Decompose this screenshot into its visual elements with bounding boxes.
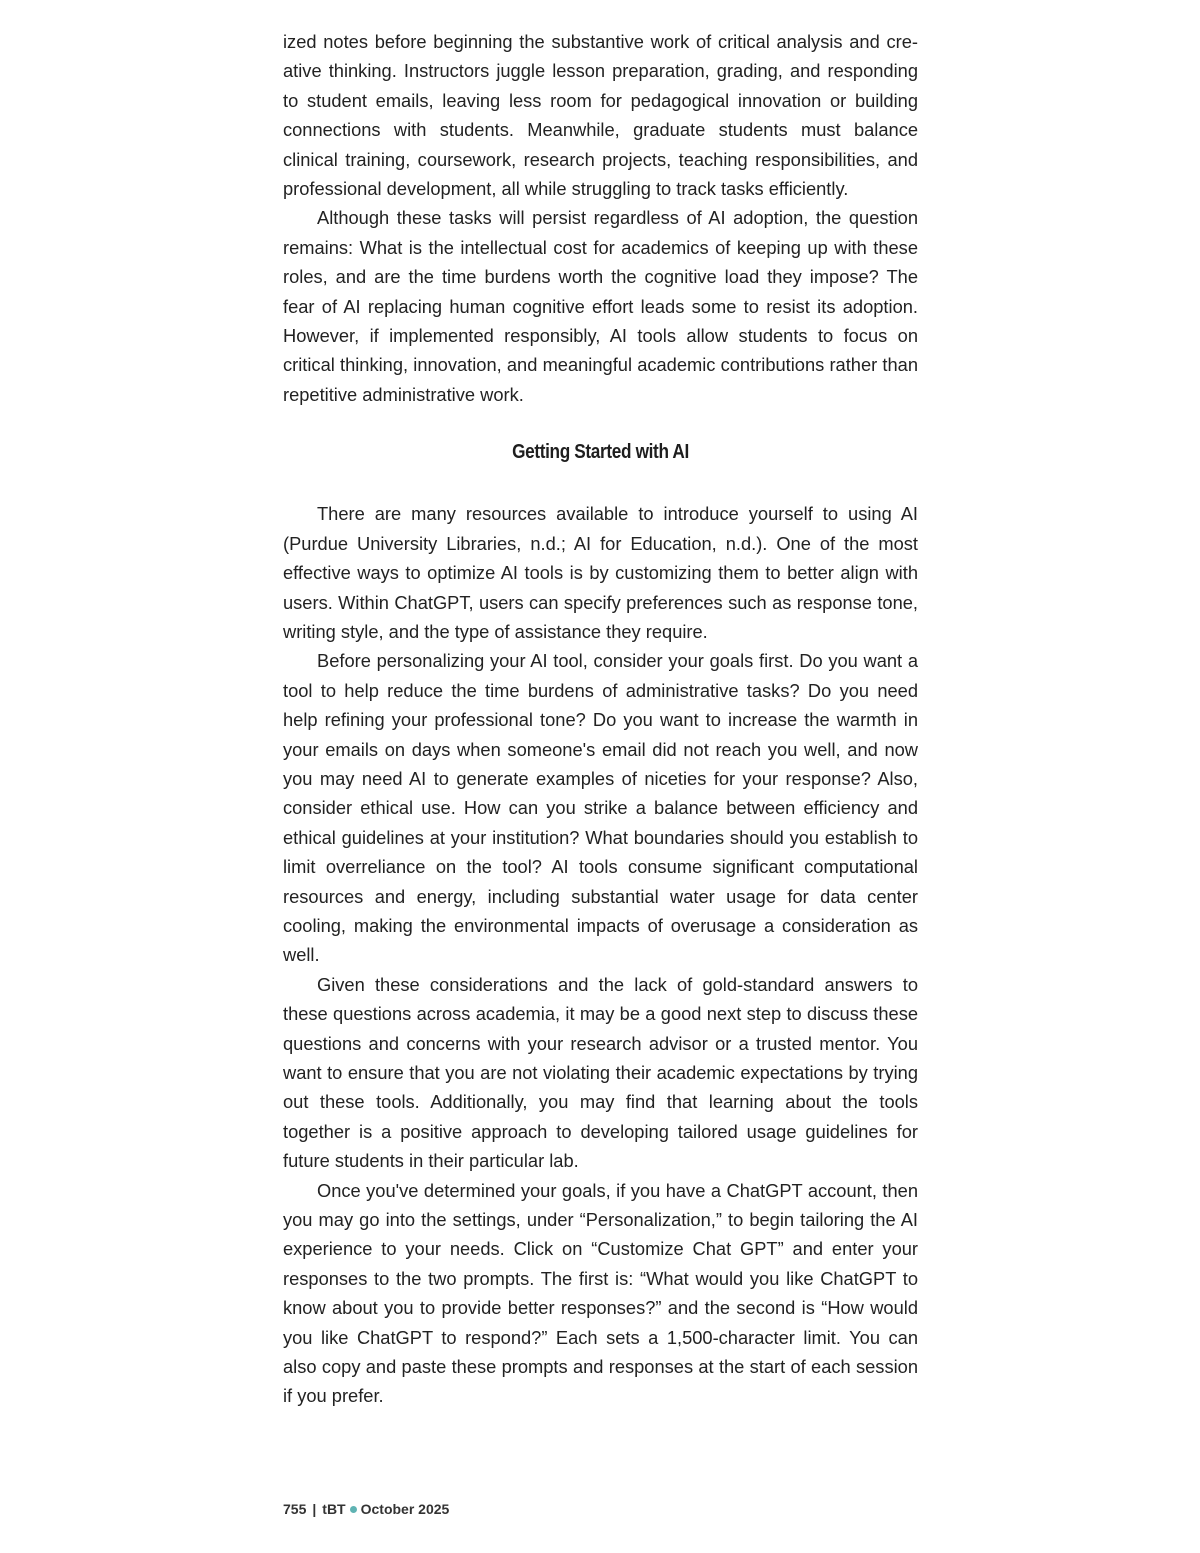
body-paragraph: ized notes before beginning the substantive work of critical analysis and creative thinking. Instructors juggle lesson preparation, grading, and responding to student emails, leaving less room for pedagogical innovation or building connections with students. Meanwhile, graduate students must balance clinical training, coursework, research projects, teaching responsibilities, and professional development, all while struggling to track tasks efficiently. (283, 31, 918, 200)
body-paragraph: Given these considerations and the lack of gold-standard answers to these questions across academia, it may be a good next step to discuss these questions and concerns with your research advisor or a trusted mentor. You want to ensure that you are not violating their academic expectations by trying out these tools. Additionally, you may find that learning about the tools together is a positive approach to developing tailored usage guidelines for future students in their particular lab. (283, 973, 918, 1172)
journal-name: tBT (322, 1501, 346, 1517)
issue-date: October 2025 (360, 1501, 450, 1517)
page-number: 755 (283, 1501, 307, 1517)
body-paragraph: There are many resources available to introduce yourself to using AI (Purdue University Libraries, n.d.; AI for Education, n.d.). One of the most effective ways to optimize AI tools is by customizing them to better align with users. Within ChatGPT, users can specify preferences such as response tone, writing style, and the type of assistance they require. (283, 503, 918, 642)
page-footer (283, 1500, 449, 1518)
footer-separator: | (312, 1501, 317, 1517)
body-paragraph: Although these tasks will persist regardless of AI adoption, the question remains: What is the intellectual cost for academics of keeping up with these roles, and are the time burdens worth the cognitive load they impose? The fear of AI replacing human cognitive effort leads some to resist its adoption. However, if implemented responsibly, AI tools allow students to focus on critical thinking, innovation, and meaningful academic contributions rather than repetitive administrative work. (283, 207, 918, 405)
body-paragraph: Before personalizing your AI tool, consider your goals first. Do you want a tool to help reduce the time burdens of administrative tasks? Do you need help refining your professional tone? Do you want to increase the warmth in your emails on days when someone's email did not reach you well, and now you may need AI to generate examples of niceties for your response? Also, consider ethical use. How can you strike a balance between efficiency and ethical guidelines at your institution? What boundaries should you establish to limit overreliance on the tool? AI tools consume significant computational resources and energy, including substantial water usage for data center cooling, making the environmental impacts of overusage a consideration as well. (283, 650, 918, 966)
article-column (283, 27, 918, 1411)
body-paragraph: Once you've determined your goals, if you have a ChatGPT account, then you may go into the settings, under “Personalization,” to begin tailoring the AI experience to your needs. Click on “Customize Chat GPT” and enter your responses to the two prompts. The first is: “What would you like ChatGPT to know about you to provide better responses?” and the second is “How would you like ChatGPT to respond?” Each sets a 1,500-character limit. You can also copy and paste these prompts and responses at the start of each session if you prefer. (283, 1179, 918, 1407)
bullet-dot-icon (350, 1506, 357, 1513)
section-heading: Getting Started with AI (512, 441, 689, 464)
